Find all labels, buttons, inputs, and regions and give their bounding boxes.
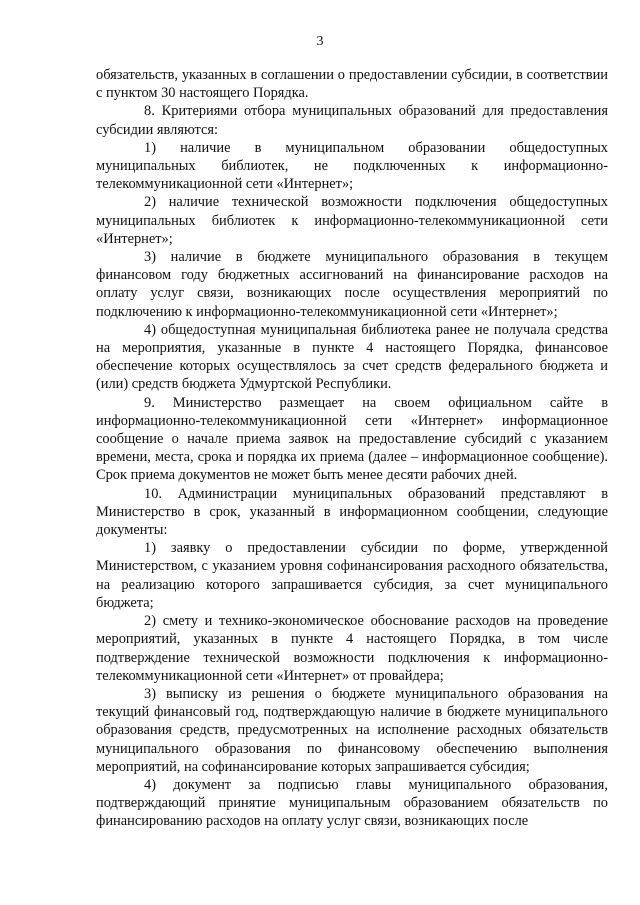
paragraph-item-8: 8. Критериями отбора муниципальных образований для предоставления субсидии являются: [96,103,608,138]
paragraph-item-10: 10. Администрации муниципальных образований представляют в Министерство в срок, указанный в информационном сообщении, следующие документы: [96,485,608,539]
paragraph-item-9: 9. Министерство размещает на своем официальном сайте в информационно-телекоммуникационной сети «Интернет» информационное сообщение о начале приема заявок на предоставление субсидий с указанием времени, места, срока и порядка их приема (далее – информационное сообщение). Срок приема документов не может быть менее десяти рабочих дней. [96,394,608,484]
paragraph-item-10-3: 3) выписку из решения о бюджете муниципального образования на текущий финансовый год, подтверждающую наличие в бюджете муниципального образования средств, предусмотренных на исполнение расходных обязательств муниципального образования по финансовому обеспечению выполнения мероприятий, на софинансирование которых запрашивается субсидия; [96,685,608,775]
page-number: 3 [316,34,324,49]
paragraph-item-8-4: 4) общедоступная муниципальная библиотека ранее не получала средства на мероприятия, указанные в пункте 4 настоящего Порядка, финансовое обеспечение которых осуществлялось за счет средств федерального бюджета и (или) средств бюджета Удмуртской Республики. [96,321,608,393]
paragraph-item-8-3: 3) наличие в бюджете муниципального образования в текущем финансовом году бюджетных ассигнований на финансирование расходов на оплату услуг связи, возникающих после осуществления мероприятий по подключению к информационно-телекоммуникационной сети «Интернет»; [96,249,608,320]
paragraph-item-8-2: 2) наличие технической возможности подключения общедоступных муниципальных библиотек к информационно-телекоммуникационной сети «Интернет»; [96,194,608,247]
paragraph-item-10-2: 2) смету и технико-экономическое обоснование расходов на проведение мероприятий, указанных в пункте 4 настоящего Порядка, в том числе подтверждение технической возможности подключения к информационно-телекоммуникационной сети «Интернет» от провайдера; [96,613,608,684]
paragraph-item-10-4: 4) документ за подписью главы муниципального образования, подтверждающий принятие муниципальным образованием обязательств по финансированию расходов на оплату услуг связи, возникающих после [96,776,608,830]
document-body [96,66,608,831]
paragraph-item-10-1: 1) заявку о предоставлении субсидии по форме, утвержденной Министерством, с указанием уровня софинансирования расходного обязательства, на реализацию которого запрашивается субсидия, за счет муниципального бюджета; [96,540,608,611]
paragraph-item-8-1: 1) наличие в муниципальном образовании общедоступных муниципальных библиотек, не подключенных к информационно-телекоммуникационной сети «Интернет»; [96,139,608,193]
paragraph-continuation: обязательств, указанных в соглашении о предоставлении субсидии, в соответствии с пунктом 30 настоящего Порядка. [96,67,608,102]
